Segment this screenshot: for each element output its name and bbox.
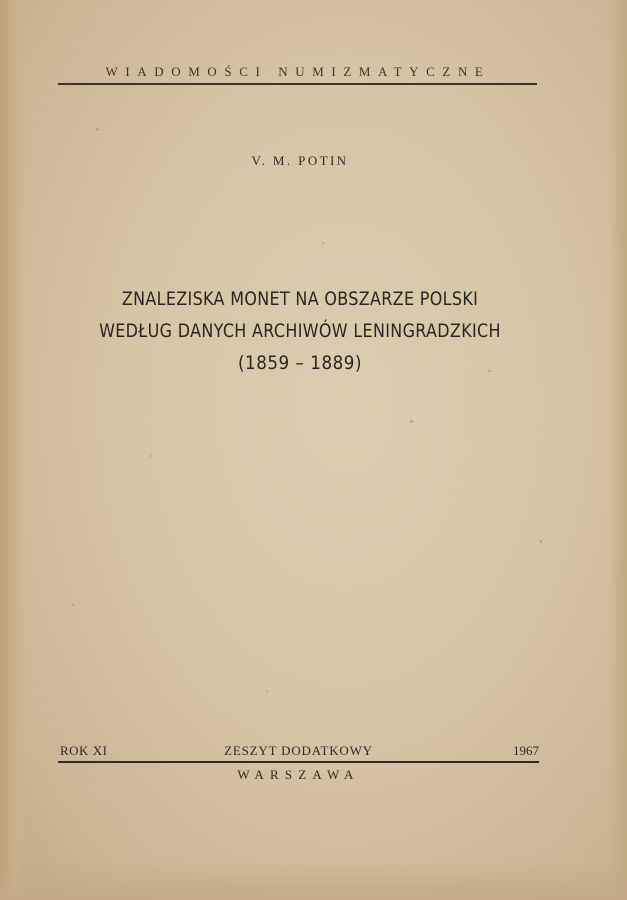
series-title: WIADOMOŚCI NUMIZMATYCZNE bbox=[105, 64, 491, 79]
publication-year: 1967 bbox=[513, 743, 539, 758]
title-line-1: ZNALEZISKA MONET NA OBSZARZE POLSKI bbox=[121, 288, 479, 310]
paper-speck bbox=[322, 242, 324, 244]
paper-speck bbox=[96, 128, 99, 131]
paper-speck bbox=[540, 540, 542, 543]
bottom-rule bbox=[58, 761, 539, 763]
paper-speck bbox=[150, 455, 152, 457]
paper-speck bbox=[72, 604, 74, 606]
imprint-row bbox=[58, 743, 539, 761]
paper-speck bbox=[266, 690, 268, 692]
paper-edge-bottom bbox=[0, 860, 627, 900]
top-rule bbox=[58, 83, 537, 85]
title-years: (1859 – 1889) bbox=[237, 352, 362, 374]
paper-edge-right bbox=[609, 0, 627, 900]
book-title bbox=[60, 283, 540, 379]
paper-edge-left bbox=[0, 0, 26, 900]
issue-label: ZESZYT DODATKOWY bbox=[224, 743, 373, 758]
publication-city: WARSZAWA bbox=[237, 767, 360, 782]
title-line-2: WEDŁUG DANYCH ARCHIWÓW LENINGRADZKICH bbox=[99, 320, 501, 342]
volume-label: ROK XI bbox=[60, 743, 108, 758]
author-name: V. M. POTIN bbox=[251, 153, 349, 168]
paper-speck bbox=[410, 420, 413, 423]
